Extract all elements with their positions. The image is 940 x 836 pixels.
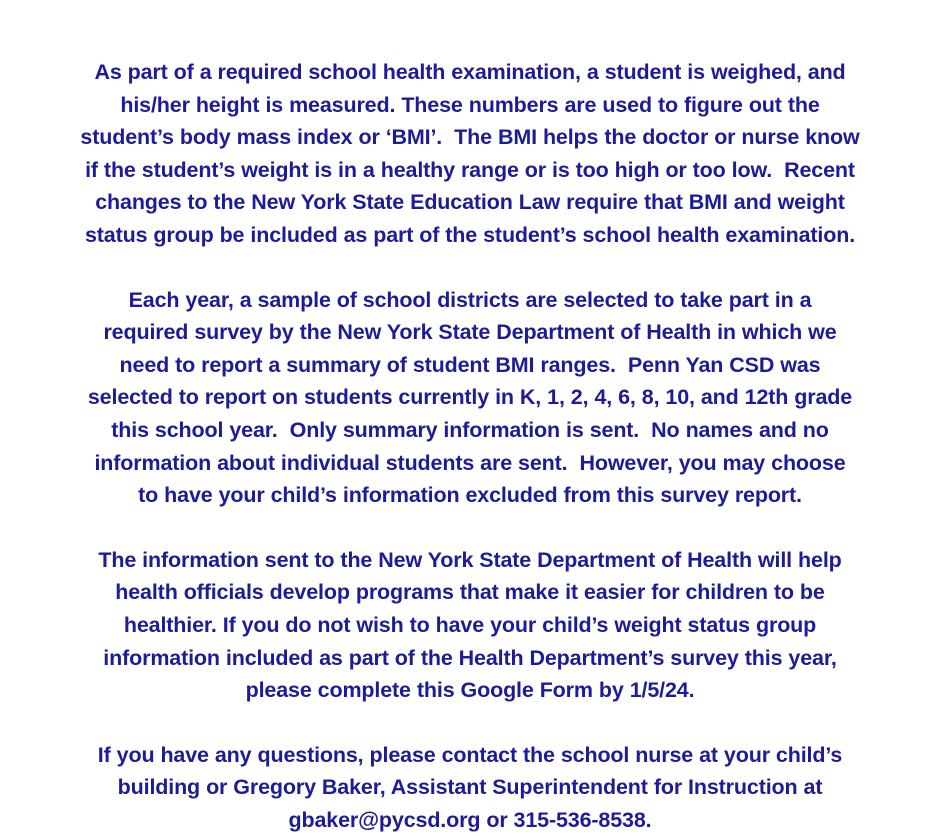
paragraph-line: student’s body mass index or ‘BMI’. The BMI helps the doctor or nurse know [80,125,860,150]
contact-information-paragraph [55,739,885,836]
paragraph-line: The information sent to the New York State Department of Health will help [98,547,842,572]
paragraph-line: building or Gregory Baker, Assistant Superintendent for Instruction at [117,775,823,800]
survey-participation-paragraph [55,284,885,512]
contact-email-phone-line: gbaker@pycsd.org or 315-536-8538. [288,807,652,832]
paragraph-line: status group be included as part of the student’s school health examination. [84,222,856,247]
paragraph-line: selected to report on students currently in K, 1, 2, 4, 6, 8, 10, and 12th grade [87,385,853,410]
paragraph-line: need to report a summary of student BMI ranges. Penn Yan CSD was [119,352,821,377]
paragraph-line: his/her height is measured. These numbers are used to figure out the [120,92,820,117]
paragraph-line: changes to the New York State Education Law require that BMI and weight [95,190,845,215]
paragraph-line: information included as part of the Health Department’s survey this year, [103,645,837,670]
paragraph-line: information about individual students are sent. However, you may choose [94,450,846,475]
paragraph-line: please complete this Google Form by 1/5/24. [245,678,695,703]
paragraph-line: required survey by the New York State Department of Health in which we [103,320,837,345]
paragraph-line: healthier. If you do not wish to have your child’s weight status group [123,612,817,637]
paragraph-line: health officials develop programs that make it easier for children to be [115,580,825,605]
bmi-explanation-paragraph [55,56,885,252]
notice-body [55,56,885,836]
opt-out-instructions-paragraph [55,544,885,707]
paragraph-line: to have your child’s information excluded from this survey report. [138,483,802,508]
paragraph-line: this school year. Only summary information is sent. No names and no [111,417,829,442]
paragraph-line: Each year, a sample of school districts are selected to take part in a [128,287,812,312]
paragraph-line: As part of a required school health examination, a student is weighed, and [94,60,846,84]
paragraph-line: if the student’s weight is in a healthy range or is too high or too low. Recent [85,157,855,182]
paragraph-line: If you have any questions, please contact the school nurse at your child’s [97,742,843,767]
